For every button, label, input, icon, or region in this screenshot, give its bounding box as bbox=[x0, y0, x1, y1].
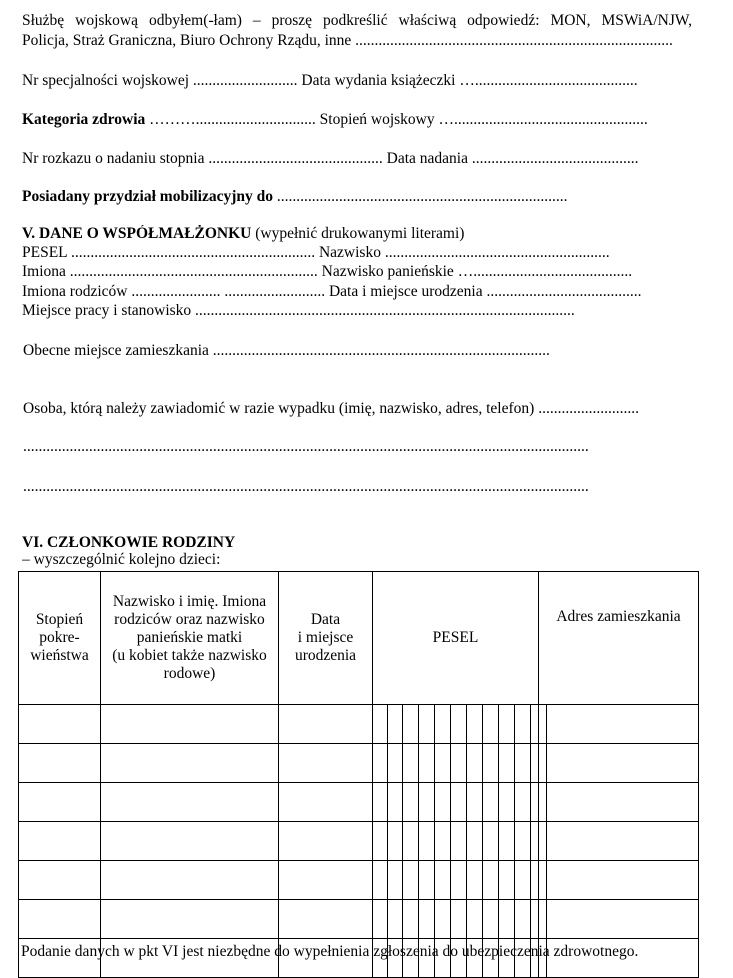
spouse-contact-field[interactable]: .......................... bbox=[538, 400, 639, 417]
cell-birth[interactable] bbox=[279, 822, 373, 861]
pesel-digit-box[interactable] bbox=[419, 783, 435, 821]
cell-birth[interactable] bbox=[279, 783, 373, 822]
pesel-digit-box[interactable] bbox=[499, 861, 515, 899]
pesel-digit-box[interactable] bbox=[403, 900, 419, 938]
pesel-digit-grid bbox=[373, 900, 538, 938]
pesel-digit-box[interactable] bbox=[515, 822, 531, 860]
pesel-digit-box[interactable] bbox=[467, 900, 483, 938]
pesel-digit-box[interactable] bbox=[451, 783, 467, 821]
pesel-digit-box[interactable] bbox=[373, 705, 388, 743]
spouse-maiden-field[interactable]: …......................................... bbox=[457, 263, 633, 280]
pesel-digit-box[interactable] bbox=[435, 744, 451, 782]
pesel-digit-box[interactable] bbox=[403, 705, 419, 743]
pesel-digit-box[interactable] bbox=[451, 705, 467, 743]
pesel-digit-box[interactable] bbox=[499, 744, 515, 782]
pesel-digit-box[interactable] bbox=[483, 861, 499, 899]
pesel-digit-box[interactable] bbox=[515, 861, 531, 899]
pesel-digit-box[interactable] bbox=[373, 822, 388, 860]
pesel-digit-box[interactable] bbox=[419, 900, 435, 938]
pesel-digit-box[interactable] bbox=[515, 705, 531, 743]
grant-date-field[interactable]: ........................................... bbox=[471, 150, 639, 167]
cell-relation[interactable] bbox=[19, 744, 101, 783]
family-row bbox=[19, 744, 699, 783]
spec-label: Nr specjalności wojskowej bbox=[22, 72, 190, 89]
cell-relation[interactable] bbox=[19, 705, 101, 744]
spouse-birth-label: Data i miejsce urodzenia bbox=[328, 283, 483, 300]
col-pesel-header: PESEL bbox=[373, 572, 539, 705]
contact-continuation-line-1[interactable]: .................................................................................................................................................. bbox=[23, 438, 589, 455]
spouse-surname-label: Nazwisko bbox=[318, 244, 381, 261]
cell-name[interactable] bbox=[101, 783, 279, 822]
cell-birth[interactable] bbox=[279, 900, 373, 939]
col-name-line: panieńskie matki bbox=[136, 629, 243, 646]
family-row bbox=[19, 861, 699, 900]
pesel-digit-box[interactable] bbox=[467, 705, 483, 743]
spec-field[interactable]: ........................... bbox=[192, 72, 302, 89]
col-relation-header bbox=[19, 572, 101, 705]
spouse-contact-label: Osoba, którą należy zawiadomić w razie wypadku (imię, nazwisko, adres, telefon) bbox=[23, 400, 535, 417]
spouse-heading-row bbox=[22, 225, 692, 243]
pesel-digit-box[interactable] bbox=[403, 822, 419, 860]
family-row bbox=[19, 822, 699, 861]
spouse-work-row bbox=[22, 302, 692, 320]
spouse-work-label: Miejsce pracy i stanowisko bbox=[22, 302, 192, 319]
spouse-parents-label: Imiona rodziców bbox=[22, 283, 128, 300]
cell-pesel[interactable] bbox=[373, 744, 539, 783]
pesel-digit-box[interactable] bbox=[483, 783, 499, 821]
pesel-digit-box[interactable] bbox=[531, 783, 547, 821]
pesel-digit-box[interactable] bbox=[499, 822, 515, 860]
family-subheading: – wyszczególnić kolejno dzieci: bbox=[22, 551, 221, 568]
cell-name[interactable] bbox=[101, 822, 279, 861]
pesel-digit-box[interactable] bbox=[388, 822, 403, 860]
family-table bbox=[18, 571, 699, 978]
cell-birth[interactable] bbox=[279, 744, 373, 783]
pesel-digit-box[interactable] bbox=[373, 861, 388, 899]
spouse-residence-row bbox=[23, 342, 693, 360]
pesel-digit-box[interactable] bbox=[451, 861, 467, 899]
cell-address[interactable] bbox=[539, 900, 699, 939]
cell-relation[interactable] bbox=[19, 822, 101, 861]
spouse-maiden-label: Nazwisko panieńskie bbox=[321, 263, 454, 280]
col-relation-line: wieństwa bbox=[30, 647, 89, 664]
spouse-heading: V. DANE O WSPÓŁMAŁŻONKU bbox=[22, 225, 252, 242]
cell-pesel[interactable] bbox=[373, 900, 539, 939]
col-name-line: rodziców oraz nazwisko bbox=[114, 611, 265, 628]
pesel-digit-box[interactable] bbox=[388, 705, 403, 743]
pesel-digit-box[interactable] bbox=[531, 822, 547, 860]
pesel-digit-box[interactable] bbox=[483, 900, 499, 938]
pesel-digit-box[interactable] bbox=[388, 783, 403, 821]
spouse-contact-row bbox=[23, 400, 693, 418]
col-name-line: (u kobiet także nazwisko bbox=[112, 647, 267, 664]
cell-relation[interactable] bbox=[19, 783, 101, 822]
pesel-digit-box[interactable] bbox=[388, 744, 403, 782]
cell-relation[interactable] bbox=[19, 861, 101, 900]
book-date-label: Data wydania książeczki bbox=[301, 72, 456, 89]
pesel-digit-box[interactable] bbox=[531, 705, 547, 743]
family-table-header bbox=[19, 572, 699, 705]
cell-pesel[interactable] bbox=[373, 861, 539, 900]
spouse-work-field[interactable]: .................................................................................................. bbox=[195, 302, 575, 319]
family-heading: VI. CZŁONKOWIE RODZINY bbox=[22, 534, 236, 551]
rank-label: Stopień wojskowy bbox=[319, 111, 435, 128]
rank-field[interactable]: ….................................................. bbox=[438, 111, 648, 128]
cell-address[interactable] bbox=[539, 744, 699, 783]
mobilization-label: Posiadany przydział mobilizacyjny do bbox=[22, 188, 274, 205]
col-birth-line: Data bbox=[310, 611, 341, 628]
spouse-pesel-row bbox=[22, 244, 692, 262]
cell-pesel[interactable] bbox=[373, 705, 539, 744]
service-other-field[interactable]: .................................................................................. bbox=[355, 32, 673, 49]
cell-birth[interactable] bbox=[279, 705, 373, 744]
family-footer-note: Podanie danych w pkt VI jest niezbędne do wypełnienia zgłoszenia do ubezpieczenia zdrowotnego. bbox=[21, 943, 639, 960]
pesel-digit-grid bbox=[373, 783, 538, 821]
contact-continuation-line-2[interactable]: .................................................................................................................................................. bbox=[23, 478, 589, 495]
health-label: Kategoria zdrowia bbox=[22, 111, 146, 128]
cell-pesel[interactable] bbox=[373, 783, 539, 822]
spouse-names-field[interactable]: ................................................................ bbox=[69, 263, 322, 280]
spouse-parents-row bbox=[22, 283, 692, 301]
book-date-field[interactable]: ….......................................... bbox=[459, 72, 638, 89]
cell-address[interactable] bbox=[539, 822, 699, 861]
pesel-digit-box[interactable] bbox=[531, 744, 547, 782]
col-relation-line: Stopień bbox=[35, 611, 84, 628]
service-line-2 bbox=[22, 32, 692, 50]
cell-relation[interactable] bbox=[19, 900, 101, 939]
spouse-names-row bbox=[22, 263, 692, 281]
spouse-residence-field[interactable]: ....................................................................................... bbox=[212, 342, 550, 359]
cell-address[interactable] bbox=[539, 705, 699, 744]
col-address-header: Adres zamieszkania bbox=[539, 572, 699, 705]
spouse-pesel-field[interactable]: ............................................................... bbox=[70, 244, 319, 261]
cell-address[interactable] bbox=[539, 783, 699, 822]
col-relation-line: pokre- bbox=[39, 629, 80, 646]
mobilization-field[interactable]: ........................................................................... bbox=[276, 188, 568, 205]
col-name-line: Nazwisko i imię. Imiona bbox=[112, 593, 267, 610]
pesel-digit-box[interactable] bbox=[419, 822, 435, 860]
family-row bbox=[19, 783, 699, 822]
col-name-header bbox=[101, 572, 279, 705]
spouse-parents-field[interactable]: ....................... .......................... bbox=[131, 283, 329, 300]
pesel-digit-grid bbox=[373, 822, 538, 860]
spouse-heading-note: (wypełnić drukowanymi literami) bbox=[255, 225, 465, 242]
pesel-digit-box[interactable] bbox=[515, 783, 531, 821]
pesel-digit-box[interactable] bbox=[388, 861, 403, 899]
pesel-digit-box[interactable] bbox=[467, 744, 483, 782]
pesel-digit-box[interactable] bbox=[515, 744, 531, 782]
pesel-digit-box[interactable] bbox=[419, 861, 435, 899]
col-birth-header bbox=[279, 572, 373, 705]
pesel-digit-box[interactable] bbox=[499, 900, 515, 938]
family-row bbox=[19, 705, 699, 744]
spec-row bbox=[22, 72, 692, 90]
pesel-digit-box[interactable] bbox=[419, 744, 435, 782]
pesel-digit-box[interactable] bbox=[483, 822, 499, 860]
pesel-digit-box[interactable] bbox=[435, 900, 451, 938]
pesel-digit-box[interactable] bbox=[451, 744, 467, 782]
pesel-digit-box[interactable] bbox=[435, 783, 451, 821]
service-line-2-text: Policja, Straż Graniczna, Biuro Ochrony Rządu, inne bbox=[22, 32, 352, 49]
cell-address[interactable] bbox=[539, 861, 699, 900]
pesel-digit-box[interactable] bbox=[373, 783, 388, 821]
health-field[interactable]: ………............................... bbox=[149, 111, 320, 128]
cell-pesel[interactable] bbox=[373, 822, 539, 861]
pesel-digit-box[interactable] bbox=[515, 900, 531, 938]
pesel-digit-box[interactable] bbox=[403, 861, 419, 899]
pesel-digit-box[interactable] bbox=[499, 705, 515, 743]
pesel-digit-box[interactable] bbox=[435, 861, 451, 899]
pesel-digit-box[interactable] bbox=[388, 900, 403, 938]
pesel-digit-box[interactable] bbox=[467, 822, 483, 860]
pesel-digit-box[interactable] bbox=[403, 744, 419, 782]
service-line-1: Służbę wojskową odbyłem(-łam) – proszę podkreślić właściwą odpowiedź: MON, MSWiA/NJW, bbox=[22, 12, 692, 29]
cell-name[interactable] bbox=[101, 744, 279, 783]
spouse-pesel-label: PESEL bbox=[22, 244, 68, 261]
pesel-digit-box[interactable] bbox=[435, 705, 451, 743]
pesel-digit-box[interactable] bbox=[403, 783, 419, 821]
col-birth-line: urodzenia bbox=[294, 647, 357, 664]
spouse-residence-label: Obecne miejsce zamieszkania bbox=[23, 342, 209, 359]
pesel-digit-box[interactable] bbox=[451, 900, 467, 938]
cell-birth[interactable] bbox=[279, 861, 373, 900]
order-label: Nr rozkazu o nadaniu stopnia bbox=[22, 150, 205, 167]
pesel-digit-box[interactable] bbox=[531, 861, 547, 899]
pesel-digit-box[interactable] bbox=[467, 783, 483, 821]
spouse-names-label: Imiona bbox=[22, 263, 66, 280]
family-row bbox=[19, 900, 699, 939]
spouse-birth-field[interactable]: ........................................ bbox=[486, 283, 642, 300]
pesel-digit-grid bbox=[373, 861, 538, 899]
pesel-digit-box[interactable] bbox=[531, 900, 547, 938]
pesel-digit-box[interactable] bbox=[435, 822, 451, 860]
pesel-digit-box[interactable] bbox=[373, 900, 388, 938]
health-row bbox=[22, 111, 692, 129]
col-birth-line: i miejsce bbox=[297, 629, 354, 646]
col-name-line: rodowe) bbox=[163, 665, 216, 682]
spouse-surname-field[interactable]: .......................................................... bbox=[384, 244, 610, 261]
pesel-digit-box[interactable] bbox=[451, 822, 467, 860]
pesel-digit-box[interactable] bbox=[499, 783, 515, 821]
pesel-digit-box[interactable] bbox=[483, 744, 499, 782]
pesel-digit-grid bbox=[373, 705, 538, 743]
mobilization-row bbox=[22, 188, 692, 206]
pesel-digit-box[interactable] bbox=[483, 705, 499, 743]
cell-name[interactable] bbox=[101, 705, 279, 744]
cell-name[interactable] bbox=[101, 861, 279, 900]
cell-name[interactable] bbox=[101, 900, 279, 939]
pesel-digit-grid bbox=[373, 744, 538, 782]
pesel-digit-box[interactable] bbox=[419, 705, 435, 743]
order-field[interactable]: ............................................. bbox=[208, 150, 387, 167]
order-row bbox=[22, 150, 692, 168]
pesel-digit-box[interactable] bbox=[467, 861, 483, 899]
grant-date-label: Data nadania bbox=[386, 150, 468, 167]
pesel-digit-box[interactable] bbox=[373, 744, 388, 782]
